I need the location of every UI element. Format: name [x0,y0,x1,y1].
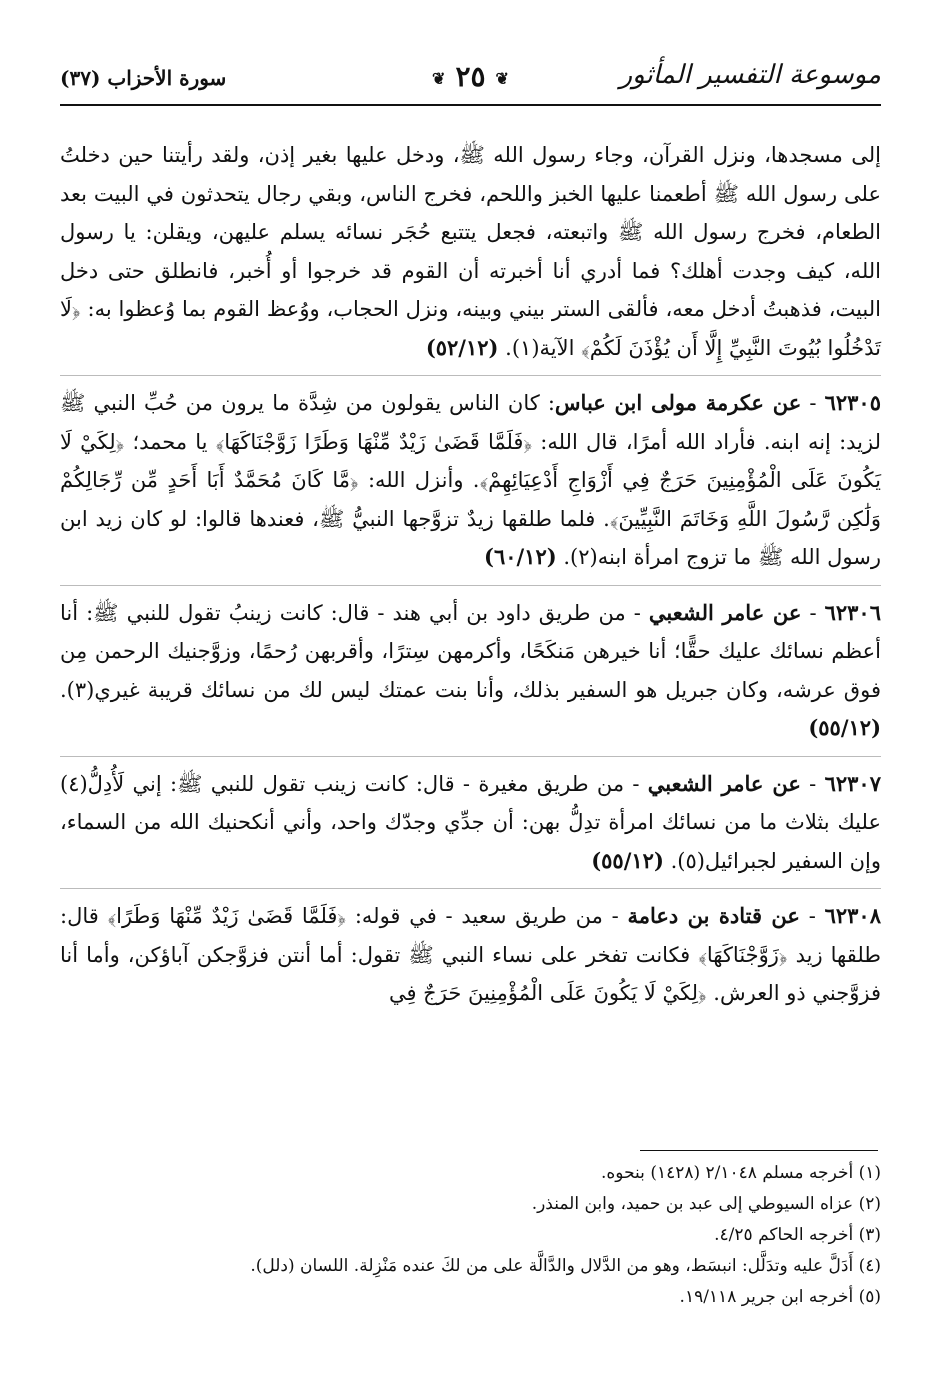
paragraph: إلى مسجدها، ونزل القرآن، وجاء رسول الله ﷺ، ودخل عليها بغير إذن، ولقد رأيتنا حين دخلتُ على رسول الله ﷺ أطعمنا عليها الخبز واللحم، فخرج الناس، وبقي رجال يتحدثون في البيت بعد الطعام، فخرج رسول الله ﷺ واتبعته، فجعل يتتبع حُجَر نسائه يسلم عليهن، ويقلن: يا رسول الله، كيف وجدت أهلك؟ فما أدري أنا أخبرته أن القوم قد خرجوا أو أُخبر، فانطلق حتى دخل البيت، فذهبتُ أدخل معه، فألقى الستر بيني وبينه، ونزل الحجاب، ووُعظ القوم بما وُعظوا به: ﴿لَا تَدْخُلُوا بُيُوتَ النَّبِيِّ إِلَّا أَن يُؤْذَنَ لَكُمْ﴾ الآية(١). (٥٢/١٢) [60,143,881,360]
paragraph: ٦٢٣٠٨ - عن قتادة بن دعامة - من طريق سعيد - في قوله: ﴿فَلَمَّا قَضَىٰ زَيْدٌ مِّنْهَا وَطَرًا﴾ قال: طلقها زيد ﴿زَوَّجْنَاكَهَا﴾ فكانت تفخر على نساء النبي ﷺ تقول: أما أنتن فزوَّجكن آباؤكن، وأما أنا فزوَّجني ذو العرش. ﴿لِكَيْ لَا يَكُونَ عَلَى الْمُؤْمِنِينَ حَرَجٌ فِي [60,903,881,1005]
footnotes [60,1158,881,1313]
narration-number: ٦٢٣٠٦ [824,599,881,625]
paragraph: ٦٢٣٠٦ - عن عامر الشعبي - من طريق داود بن أبي هند - قال: كانت زينبُ تقول للنبي ﷺ: أنا أعظم نسائك عليك حقًّا؛ أنا خيرهن مَنكَحًا، وأكرمهن سِترًا، وأقربهن رُحمًا، وزوَّجنيك الرحمن مِن فوق عرشه، وكان جبريل هو السفير بذلك، وأنا بنت عمتك ليس لك من نسائك قريبة غيري(٣). (٥٥/١٢) [60,599,881,740]
page-header [60,60,881,100]
ornament-icon: ❦ [432,69,446,88]
narrator: عن عكرمة مولى ابن عباس [554,390,802,415]
narrator: عن عامر الشعبي [647,770,801,796]
volume-reference: (٦٠/١٢) [484,544,557,569]
volume-reference: (٥٥/١٢) [591,847,664,873]
narrator: عن قتادة بن دعامة [627,903,800,928]
volume-reference: (٥٥/١٢) [808,715,881,740]
main-text [60,136,881,1021]
footnote: (٣) أخرجه الحاكم ٤/٢٥. [714,1225,881,1245]
volume-reference: (٥٢/١٢) [425,334,499,360]
footnote: (٤) أَدَلَّ عليه وتدَلَّل: انبسَط، وهو من الدَّلال والدَّالَّة على من لكَ عنده مَنْزِلة. اللسان (دلل). [250,1256,881,1276]
surah-title: سورة الأحزاب (٣٧) [60,66,227,90]
paragraph-divider [60,375,881,376]
narrator: عن عامر الشعبي [648,599,802,625]
book-title: موسوعة التفسير المأثور [619,60,881,90]
paragraph-divider [60,585,881,586]
footnote: (٢) عزاه السيوطي إلى عبد بن حميد، وابن المنذر. [531,1194,881,1214]
footnote-divider [640,1150,878,1151]
narration-number: ٦٢٣٠٧ [824,770,881,796]
paragraph-divider [60,888,881,889]
header-divider [60,104,881,106]
paragraph: ٦٢٣٠٧ - عن عامر الشعبي - من طريق مغيرة - قال: كانت زينب تقول للنبي ﷺ: إني لَأُدِلُّ(٤) عليك بثلاث ما من نسائك امرأة تدِلُّ بهن: أن جدِّي وجدّك واحد، وأني أنكحنيك الله من السماء، وإن السفير لجبرائيل(٥). (٥٥/١٢) [60,770,881,873]
narration-number: ٦٢٣٠٥ [824,390,881,415]
narration-number: ٦٢٣٠٨ [824,903,881,928]
paragraph: ٦٢٣٠٥ - عن عكرمة مولى ابن عباس: كان الناس يقولون من شِدَّة ما يرون من حُبِّ النبي ﷺ لزيد: إنه ابنه. فأراد الله أمرًا، قال الله: ﴿فَلَمَّا قَضَىٰ زَيْدٌ مِّنْهَا وَطَرًا زَوَّجْنَاكَهَا﴾ يا محمد؛ ﴿لِكَيْ لَا يَكُونَ عَلَى الْمُؤْمِنِينَ حَرَجٌ فِي أَزْوَاجِ أَدْعِيَائِهِمْ﴾. وأنزل الله: ﴿مَّا كَانَ مُحَمَّدٌ أَبَا أَحَدٍ مِّن رِّجَالِكُمْ وَلَٰكِن رَّسُولَ اللَّهِ وَخَاتَمَ النَّبِيِّينَ﴾. فلما طلقها زيدٌ تزوَّجها النبيُّ ﷺ، فعندها قالوا: لو كان زيد ابن رسول الله ﷺ ما تزوج امرأة ابنه(٢). (٦٠/١٢) [60,390,881,569]
footnote: (٥) أخرجه ابن جرير ١٩/١١٨. [679,1287,881,1307]
footnote: (١) أخرجه مسلم ٢/١٠٤٨ (١٤٢٨) بنحوه. [600,1163,881,1183]
ornament-icon: ❦ [495,69,509,88]
paragraph-divider [60,756,881,757]
page-number: ❦ ٢٥ ❦ [432,60,509,93]
